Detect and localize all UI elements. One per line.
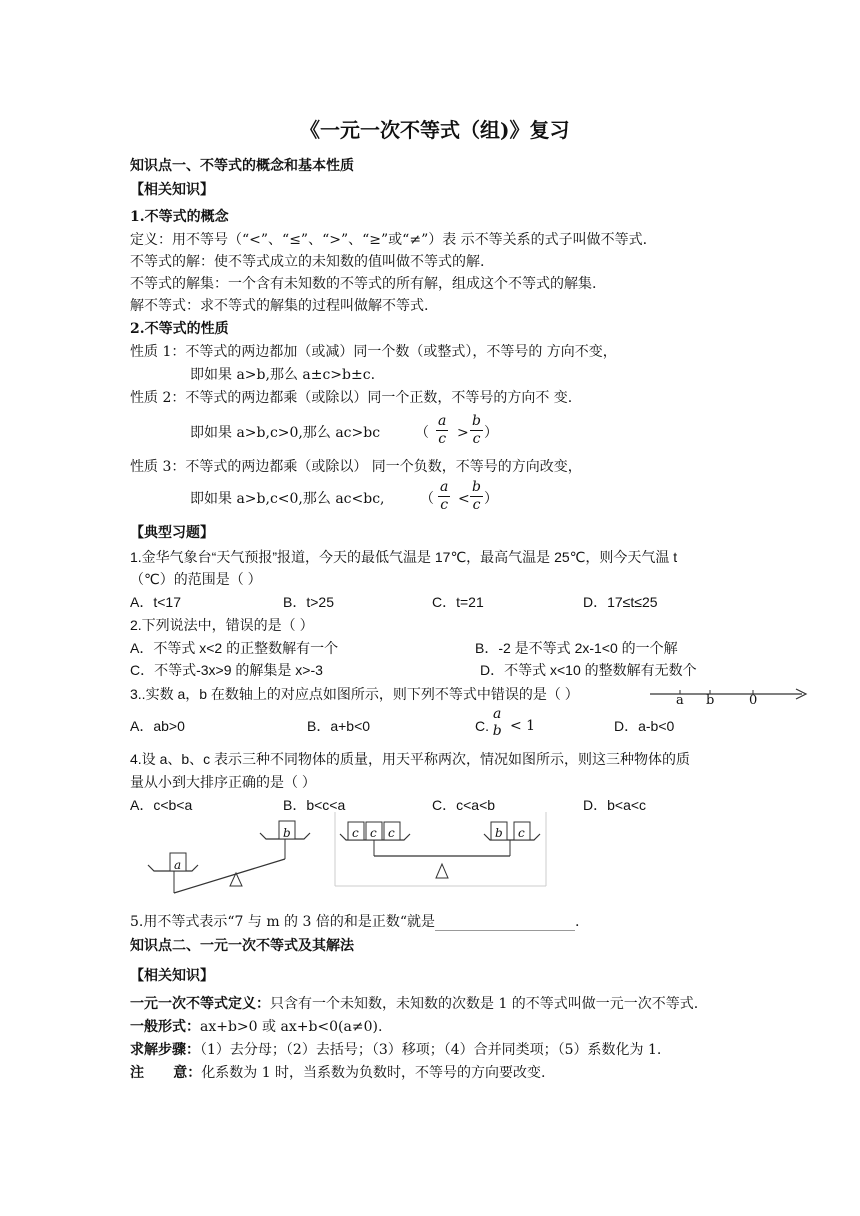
fraction-b-over-c xyxy=(470,479,483,514)
section2-related-heading: 【相关知识】 xyxy=(130,968,214,984)
definition-text: 只含有一个未知数，未知数的次数是 1 的不等式叫做一元一次不等式. xyxy=(270,996,699,1012)
property-1: 性质 1：不等式的两边都加（或减）同一个数（或整式），不等号的 方向不变， xyxy=(130,344,617,360)
solution-text: 不等式的解：使不等式成立的未知数的值叫做不等式的解. xyxy=(130,254,485,270)
section1-heading: 知识点一、不等式的概念和基本性质 xyxy=(130,158,354,174)
note-label: 注 意： xyxy=(130,1065,202,1081)
q1-option-d: D．17≤t≤25 xyxy=(583,594,658,610)
solving-steps xyxy=(130,1041,661,1059)
exercises-heading: 【典型习题】 xyxy=(130,525,214,541)
number-line-label-a: a xyxy=(676,693,684,708)
question-4-line-2: 量从小到大排序正确的是（ ） xyxy=(130,774,316,790)
denominator: c xyxy=(440,497,449,513)
property-2: 性质 2：不等式的两边都乘（或除以）同一个正数，不等号的方向不 变. xyxy=(130,390,573,406)
paren-close: ） xyxy=(484,491,498,507)
q1-option-c: C．t=21 xyxy=(432,594,484,610)
numerator: a xyxy=(493,706,502,722)
question-1-line-1: 1.金华气象台“天气预报”报道，今天的最低气温是 17℃，最高气温是 25℃，则今天气温 t xyxy=(130,549,678,565)
scale-2-label: c xyxy=(352,826,359,840)
q2-option-c: C．不等式-3x>9 的解集是 x>-3 xyxy=(130,662,323,678)
scale-2-label: c xyxy=(518,826,525,840)
denominator: c xyxy=(472,497,481,513)
balance-scale-2 xyxy=(334,812,549,887)
q4-option-b: B．b<c<a xyxy=(283,797,346,813)
general-form-label: 一般形式： xyxy=(130,1019,200,1035)
question-1-line-2: （℃）的范围是（ ） xyxy=(130,571,262,587)
fraction-a-over-c xyxy=(436,413,448,448)
fraction-a-over-b xyxy=(491,706,503,740)
denominator: c xyxy=(472,431,481,447)
paren-open: （ xyxy=(415,425,429,441)
question-5-end: . xyxy=(575,914,580,930)
q3-option-a: A．ab>0 xyxy=(130,718,185,734)
question-4-line-1: 4.设 a、b、c 表示三种不同物体的质量，用天平称两次，情况如图所示，则这三种物体的质 xyxy=(130,751,691,767)
solve-text: 解不等式：求不等式的解集的过程叫做解不等式. xyxy=(130,298,429,314)
denominator: b xyxy=(492,723,502,739)
scale-2-label: c xyxy=(370,826,377,840)
question-3: 3..实数 a，b 在数轴上的对应点如图所示，则下列不等式中错误的是（ ） xyxy=(130,686,579,702)
note-text: 化系数为 1 时，当系数为负数时，不等号的方向要改变. xyxy=(201,1065,546,1081)
numerator: b xyxy=(472,413,481,429)
property-3-example: 即如果 a>b,c<0,那么 ac<bc, xyxy=(190,491,385,507)
q4-option-d: D．b<a<c xyxy=(583,797,647,813)
less-than-sign: < xyxy=(458,491,470,507)
general-form-text: ax+b>0 或 ax+b<0(a≠0). xyxy=(200,1019,383,1035)
greater-than-sign: > xyxy=(457,425,469,441)
section2-heading: 知识点二、一元一次不等式及其解法 xyxy=(130,938,354,954)
q3-option-b: B．a+b<0 xyxy=(307,718,371,734)
related-knowledge-heading: 【相关知识】 xyxy=(130,182,214,198)
definition-text: 定义：用不等号（“<”、“≤”、“>”、“≥”或“≠”）表 示不等关系的式子叫做不等式. xyxy=(130,232,648,248)
scale-2-label: c xyxy=(388,826,395,840)
beam xyxy=(174,859,285,893)
property-1-example: 即如果 a>b,那么 a±c>b±c. xyxy=(190,367,376,383)
paren-close: ） xyxy=(484,425,498,441)
page-title: 《一元一次不等式（组)》复习 xyxy=(300,118,570,142)
number-line-label-zero: 0 xyxy=(749,693,758,708)
scale-1-label-b: b xyxy=(283,826,291,840)
question-5-text: 5.用不等式表示“7 与 m 的 3 倍的和是正数“就是 xyxy=(130,914,436,930)
q2-option-a: A．不等式 x<2 的正整数解有一个 xyxy=(130,640,339,656)
note xyxy=(130,1064,546,1082)
denominator: c xyxy=(438,431,447,447)
general-form xyxy=(130,1018,382,1036)
q4-option-c: C．c<a<b xyxy=(432,797,496,813)
q3-option-c-rhs: < 1 xyxy=(510,718,536,734)
solving-steps-text: （1）去分母；（2）去括号；（3）移项；（4）合并同类项；（5）系数化为 1. xyxy=(200,1042,662,1058)
number-line-figure xyxy=(650,684,810,708)
number-line-label-b: b xyxy=(706,693,715,708)
q2-option-b: B．-2 是不等式 2x-1<0 的一个解 xyxy=(475,640,678,656)
linear-inequality-definition xyxy=(130,995,698,1013)
q3-option-c: C. xyxy=(475,718,489,734)
property-3: 性质 3：不等式的两边都乘（或除以） 同一个负数，不等号的方向改变， xyxy=(130,459,582,475)
property-2-example: 即如果 a>b,c>0,那么 ac>bc xyxy=(190,425,381,441)
property-heading: 2.不等式的性质 xyxy=(130,321,229,337)
solving-steps-label: 求解步骤： xyxy=(130,1042,200,1058)
balance-scale-1 xyxy=(140,815,330,900)
q2-option-d: D．不等式 x<10 的整数解有无数个 xyxy=(480,662,697,678)
scale-2-label: b xyxy=(495,826,503,840)
q3-option-d: D．a-b<0 xyxy=(614,718,675,734)
concept-heading: 1.不等式的概念 xyxy=(130,209,229,225)
solution-set-text: 不等式的解集：一个含有未知数的不等式的所有解，组成这个不等式的解集. xyxy=(130,276,597,292)
numerator: a xyxy=(438,413,447,429)
numerator: b xyxy=(472,479,481,495)
q4-option-a: A．c<b<a xyxy=(130,797,193,813)
fraction-b-over-c xyxy=(470,413,483,448)
fraction-a-over-c xyxy=(438,479,450,514)
scale-1-label-a: a xyxy=(174,858,182,872)
definition-label: 一元一次不等式定义： xyxy=(130,996,270,1012)
q1-option-b: B．t>25 xyxy=(283,594,334,610)
q1-option-a: A．t<17 xyxy=(130,594,181,610)
answer-blank xyxy=(435,916,575,931)
numerator: a xyxy=(440,479,449,495)
question-2: 2.下列说法中，错误的是（ ） xyxy=(130,617,314,633)
question-5 xyxy=(130,913,579,931)
paren-open: （ xyxy=(420,491,434,507)
fulcrum xyxy=(436,864,448,878)
